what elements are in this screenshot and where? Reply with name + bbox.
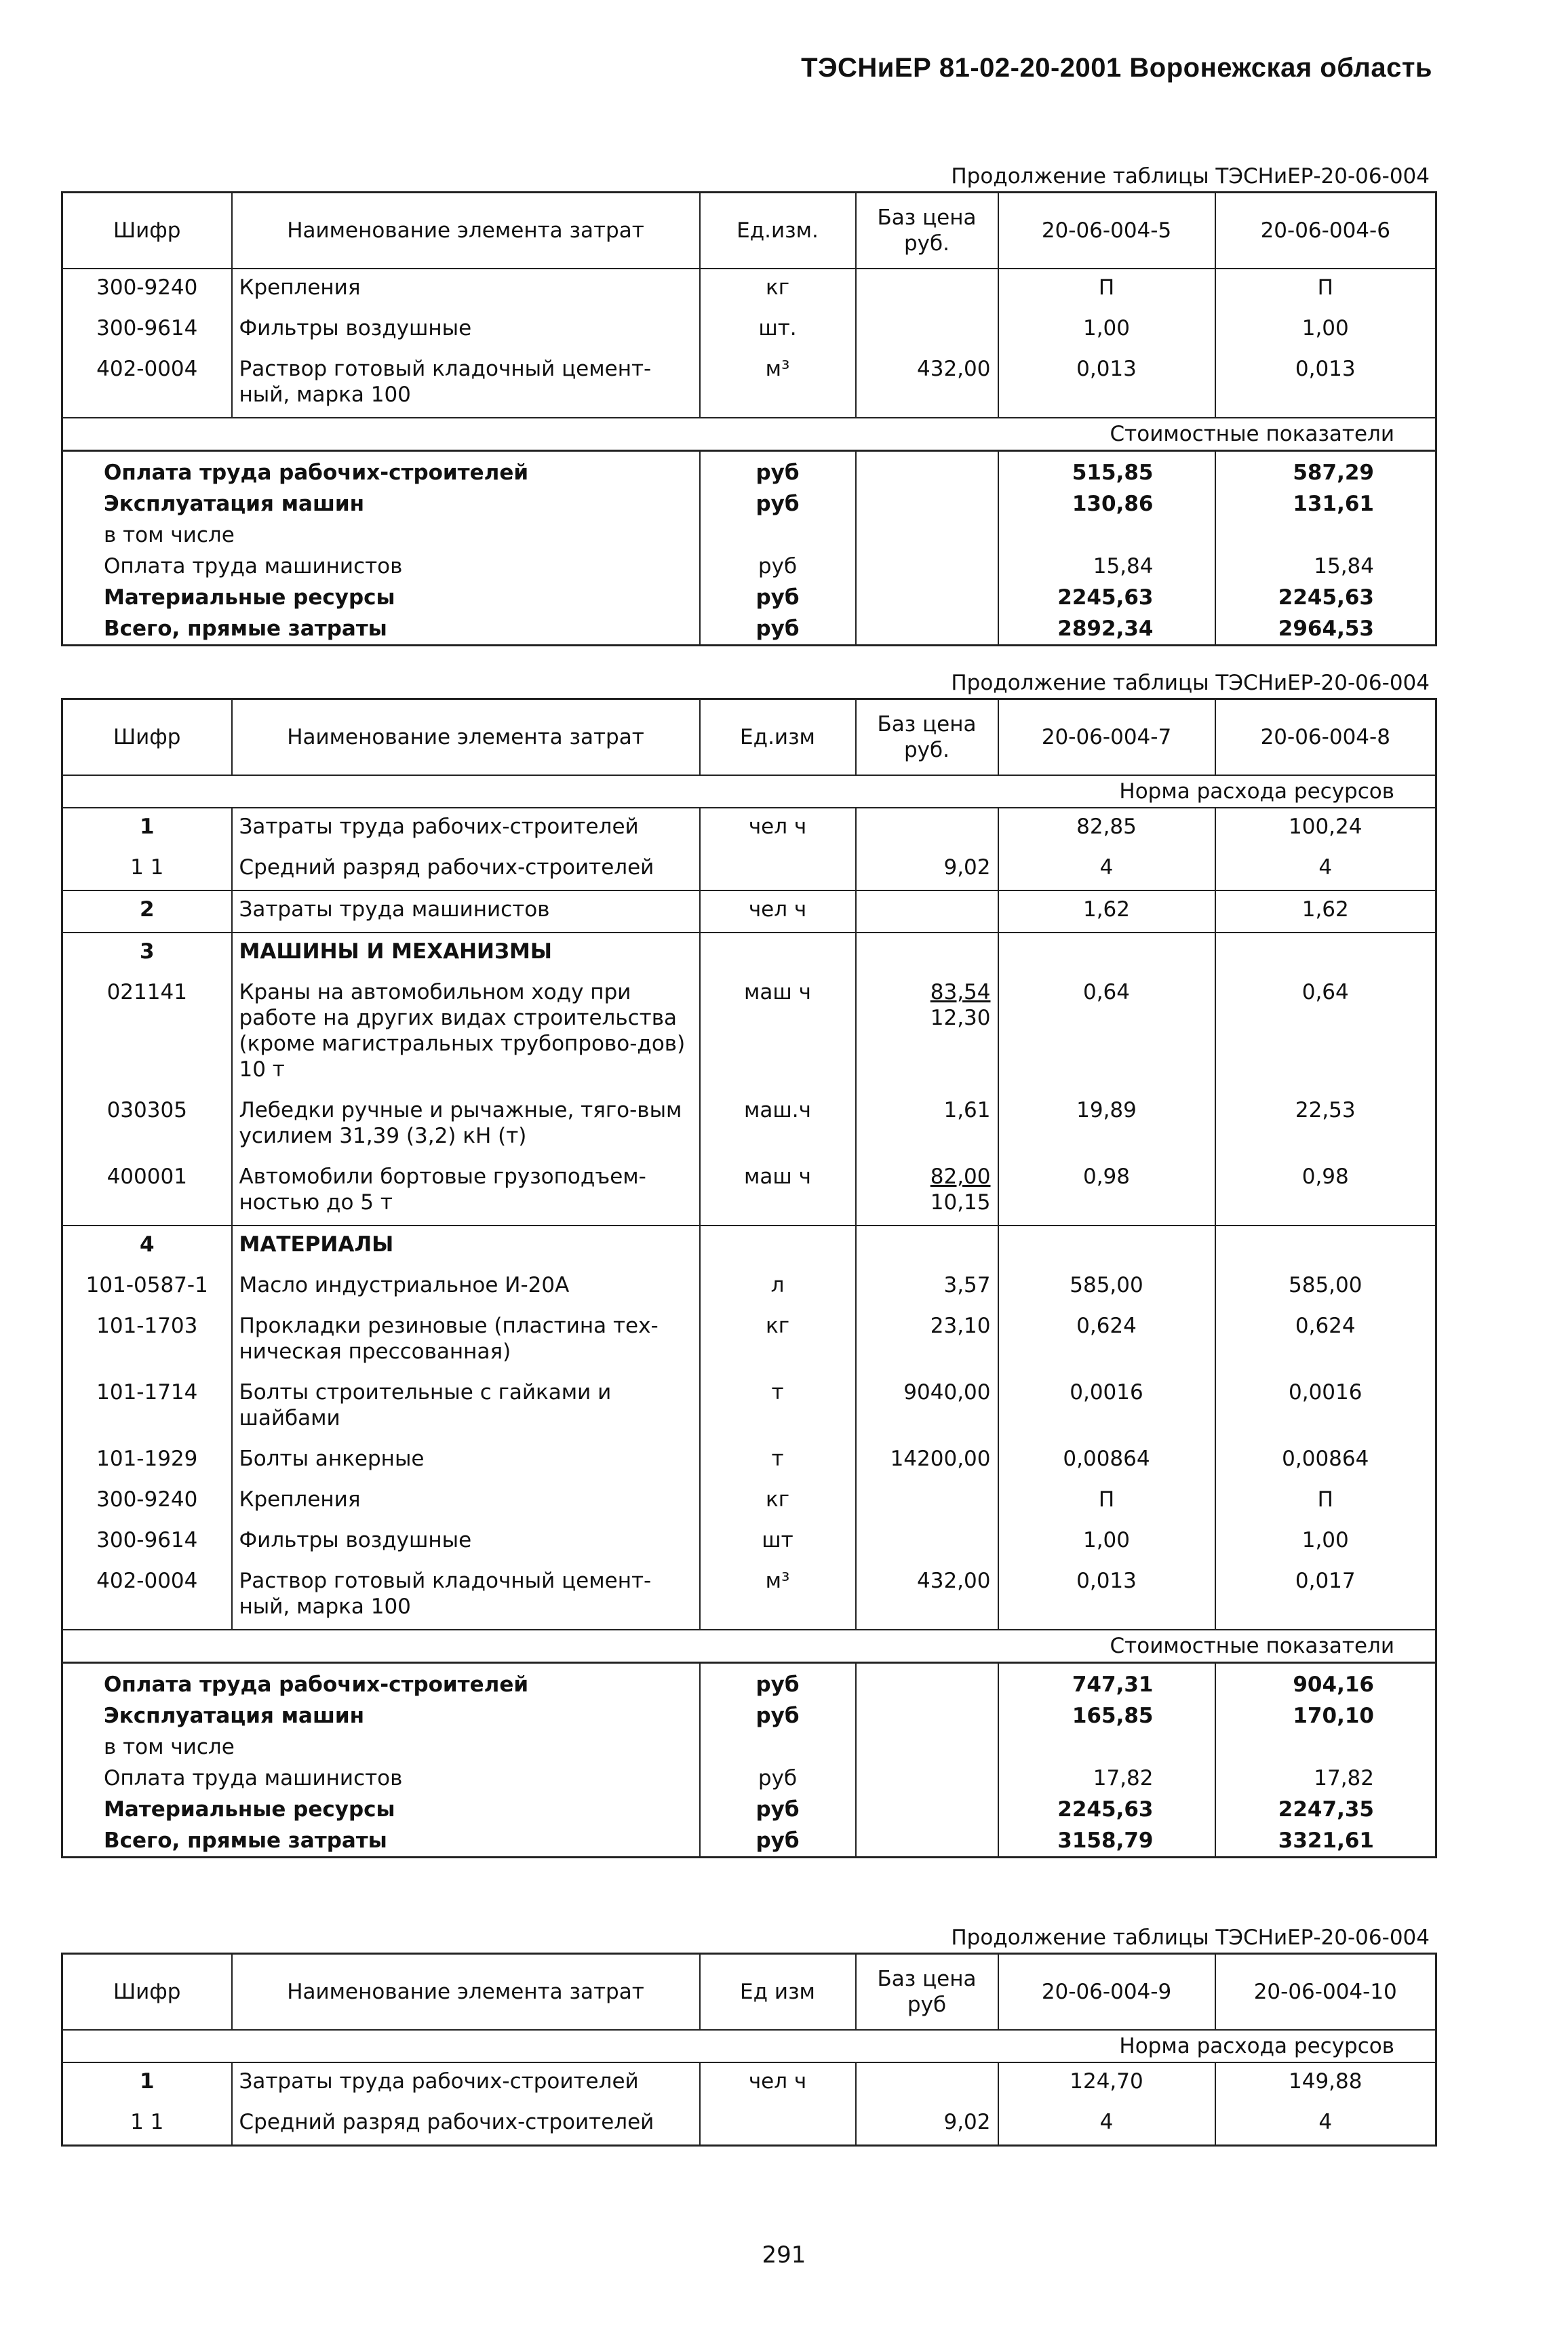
row-name: Болты строительные с гайками и шайбами xyxy=(232,1374,700,1441)
summary-value-col5: 515,85 xyxy=(998,451,1215,489)
row-price xyxy=(856,269,998,310)
summary-unit: руб xyxy=(700,1663,856,1701)
row-price xyxy=(856,1267,998,1308)
row-value-col6: 0,98 xyxy=(1301,1164,1349,1189)
summary-row xyxy=(62,551,1436,582)
document-header-title: ТЭСНиЕР 81-02-20-2001 Воронежская область xyxy=(801,53,1432,83)
row-name: Болты анкерные xyxy=(232,1441,700,1481)
row-price xyxy=(856,1481,998,1522)
row-value-col5: 0,00864 xyxy=(998,1441,1215,1481)
row-code: 1 xyxy=(62,808,232,849)
table-row xyxy=(62,1267,1436,1308)
norm-title: Норма расхода ресурсов xyxy=(62,775,1436,808)
summary-price-empty xyxy=(856,1825,998,1858)
row-value-col5: 0,98 xyxy=(998,1158,1215,1226)
table-row xyxy=(62,849,1436,890)
summary-value-col5: 2245,63 xyxy=(998,1794,1215,1825)
row-price xyxy=(856,1522,998,1563)
summary-value-col6: 904,16 xyxy=(1215,1663,1436,1701)
row-name: Раствор готовый кладочный цемент-ный, марка 100 xyxy=(232,1563,700,1630)
table-row xyxy=(62,1374,1436,1441)
row-code: 101-1929 xyxy=(62,1441,232,1481)
row-value-col5: 4 xyxy=(998,2104,1215,2146)
summary-row xyxy=(62,613,1436,646)
row-value-col5: 19,89 xyxy=(998,1092,1215,1158)
row-price-value: 23,10 xyxy=(930,1314,991,1338)
row-unit xyxy=(700,2104,856,2146)
summary-price-empty xyxy=(856,488,998,520)
row-unit: чел ч xyxy=(700,890,856,933)
resource-table xyxy=(61,191,1437,646)
row-name: Затраты труда рабочих-строителей xyxy=(232,2062,700,2104)
row-code: 2 xyxy=(62,890,232,933)
summary-label: Оплата труда машинистов xyxy=(62,1763,700,1794)
row-price-value: 82,00 xyxy=(930,1164,991,1189)
summary-value-col5: 15,84 xyxy=(998,551,1215,582)
row-value-col5: П xyxy=(998,269,1215,310)
row-price-value: 9040,00 xyxy=(903,1380,991,1405)
row-value-col6: 4 xyxy=(1318,2110,1333,2134)
summary-price-empty xyxy=(856,613,998,646)
row-code: 300-9240 xyxy=(62,1481,232,1522)
header-code: Шифр xyxy=(62,193,232,269)
row-name: Фильтры воздушные xyxy=(232,310,700,351)
row-name: Масло индустриальное И-20А xyxy=(232,1267,700,1308)
summary-row xyxy=(62,1663,1436,1701)
row-value-col6: 0,00864 xyxy=(1282,1447,1369,1471)
summary-value-col6: 2245,63 xyxy=(1278,585,1374,610)
row-code: 1 1 xyxy=(62,2104,232,2146)
summary-value-col6: 2247,35 xyxy=(1278,1797,1374,1822)
summary-label: Оплата труда рабочих-строителей xyxy=(62,451,700,489)
row-code: 300-9614 xyxy=(62,1522,232,1563)
row-code: 1 xyxy=(62,2062,232,2104)
row-unit xyxy=(700,1226,856,1267)
row-unit: чел ч xyxy=(700,2062,856,2104)
header-price: Баз цена руб. xyxy=(856,193,998,269)
summary-value-col6: 2964,53 xyxy=(1278,616,1374,641)
table-row xyxy=(62,310,1436,351)
summary-price-empty xyxy=(856,520,998,551)
summary-price-empty xyxy=(856,1663,998,1701)
summary-value-col6: 587,29 xyxy=(1215,451,1436,489)
row-code: 402-0004 xyxy=(62,1563,232,1630)
header-unit: Ед.изм. xyxy=(700,193,856,269)
summary-value-col5: 2245,63 xyxy=(998,582,1215,613)
summary-value-col6: 131,61 xyxy=(1293,492,1374,516)
row-value-col5: 1,00 xyxy=(998,1522,1215,1563)
summary-row xyxy=(62,488,1436,520)
row-price xyxy=(856,849,998,890)
row-name: Затраты труда рабочих-строителей xyxy=(232,808,700,849)
row-unit xyxy=(700,849,856,890)
row-price xyxy=(856,2104,998,2146)
norm-title-row xyxy=(62,2030,1436,2062)
header-col6: 20-06-004-6 xyxy=(1215,193,1436,269)
header-col5: 20-06-004-9 xyxy=(998,1954,1215,2031)
row-value-col5: 0,013 xyxy=(998,1563,1215,1630)
row-code: 101-0587-1 xyxy=(62,1267,232,1308)
summary-price-empty xyxy=(856,582,998,613)
table-caption: Продолжение таблицы ТЭСНиЕР-20-06-004 xyxy=(951,164,1430,189)
row-code: 1 1 xyxy=(62,849,232,890)
table-row xyxy=(62,890,1436,933)
row-unit: шт. xyxy=(700,310,856,351)
summary-unit: руб xyxy=(700,1794,856,1825)
row-value-col6 xyxy=(1215,1226,1436,1267)
summary-value-col5: 130,86 xyxy=(998,488,1215,520)
row-price xyxy=(856,2062,998,2104)
row-price-value: 1,61 xyxy=(943,1098,991,1122)
row-code: 400001 xyxy=(62,1158,232,1226)
summary-value-col5: 747,31 xyxy=(998,1663,1215,1701)
summary-unit: руб xyxy=(700,488,856,520)
summary-price-empty xyxy=(856,1794,998,1825)
table-caption: Продолжение таблицы ТЭСНиЕР-20-06-004 xyxy=(951,1925,1430,1950)
table-row xyxy=(62,1158,1436,1226)
row-name: Краны на автомобильном ходу при работе на других видах строительства (кроме магистральных трубопрово-дов) 10 т xyxy=(232,974,700,1092)
summary-unit: руб xyxy=(700,613,856,646)
row-unit: т xyxy=(700,1441,856,1481)
row-price xyxy=(856,890,998,933)
row-value-col6: 100,24 xyxy=(1289,815,1363,839)
row-name: Затраты труда машинистов xyxy=(232,890,700,933)
summary-value-col6 xyxy=(1215,1731,1436,1763)
header-name: Наименование элемента затрат xyxy=(232,699,700,776)
row-price-value: 14200,00 xyxy=(890,1447,991,1471)
row-value-col6: 22,53 xyxy=(1295,1098,1356,1122)
row-price xyxy=(856,1563,998,1630)
table-row xyxy=(62,974,1436,1092)
summary-price-empty xyxy=(856,451,998,489)
row-unit: маш.ч xyxy=(700,1092,856,1158)
summary-value-col5 xyxy=(998,520,1215,551)
summary-unit: руб xyxy=(700,1825,856,1858)
summary-title: Стоимостные показатели xyxy=(62,1630,1436,1663)
summary-label: Всего, прямые затраты xyxy=(62,1825,700,1858)
row-name: Раствор готовый кладочный цемент-ный, марка 100 xyxy=(232,351,700,418)
row-unit xyxy=(700,933,856,974)
row-value-col6: 4 xyxy=(1318,855,1333,880)
row-value-col6: 0,64 xyxy=(1301,980,1349,1004)
summary-unit: руб xyxy=(700,451,856,489)
row-price xyxy=(856,1441,998,1481)
row-price-value: 83,54 xyxy=(930,980,991,1004)
row-price xyxy=(856,310,998,351)
header-price: Баз цена руб. xyxy=(856,699,998,776)
summary-price-empty xyxy=(856,1731,998,1763)
row-price xyxy=(856,933,998,974)
row-price xyxy=(856,1226,998,1267)
row-price xyxy=(856,808,998,849)
resource-table xyxy=(61,1953,1437,2147)
summary-price-empty xyxy=(856,1700,998,1731)
row-value-col6: 0,0016 xyxy=(1289,1380,1363,1405)
table-row xyxy=(62,1563,1436,1630)
row-code: 030305 xyxy=(62,1092,232,1158)
summary-price-empty xyxy=(856,1763,998,1794)
summary-value-col5: 2892,34 xyxy=(998,613,1215,646)
table-header-row xyxy=(62,699,1436,776)
header-code: Шифр xyxy=(62,699,232,776)
header-name: Наименование элемента затрат xyxy=(232,1954,700,2031)
header-col6: 20-06-004-8 xyxy=(1215,699,1436,776)
table-row xyxy=(62,2104,1436,2146)
row-price xyxy=(856,974,998,1092)
row-name: Средний разряд рабочих-строителей xyxy=(232,2104,700,2146)
row-value-col6: 1,00 xyxy=(1301,1528,1349,1552)
summary-row xyxy=(62,520,1436,551)
table-row xyxy=(62,351,1436,418)
row-name: Прокладки резиновые (пластина тех-ническая прессованная) xyxy=(232,1308,700,1374)
row-value-col6 xyxy=(1215,933,1436,974)
row-value-col5 xyxy=(998,1226,1215,1267)
row-value-col6: 585,00 xyxy=(1289,1273,1363,1297)
row-unit: кг xyxy=(700,1308,856,1374)
summary-label: Материальные ресурсы xyxy=(62,582,700,613)
row-unit: кг xyxy=(700,269,856,310)
summary-row xyxy=(62,1700,1436,1731)
summary-title-row xyxy=(62,418,1436,451)
resource-table-block xyxy=(61,668,1435,1858)
row-unit: маш ч xyxy=(700,974,856,1092)
table-caption: Продолжение таблицы ТЭСНиЕР-20-06-004 xyxy=(951,671,1430,695)
row-value-col5: П xyxy=(998,1481,1215,1522)
row-price-value: 9,02 xyxy=(943,855,991,880)
summary-unit xyxy=(700,1731,856,1763)
summary-label: Оплата труда рабочих-строителей xyxy=(62,1663,700,1701)
row-price xyxy=(856,1092,998,1158)
resource-table xyxy=(61,698,1437,1858)
row-value-col5: 0,0016 xyxy=(998,1374,1215,1441)
header-col5: 20-06-004-7 xyxy=(998,699,1215,776)
summary-value-col5: 17,82 xyxy=(998,1763,1215,1794)
row-code: 402-0004 xyxy=(62,351,232,418)
summary-title-row xyxy=(62,1630,1436,1663)
row-unit: кг xyxy=(700,1481,856,1522)
header-code: Шифр xyxy=(62,1954,232,2031)
row-value-col6: П xyxy=(1317,275,1333,300)
table-row xyxy=(62,808,1436,849)
summary-row xyxy=(62,1825,1436,1858)
summary-unit: руб xyxy=(700,1700,856,1731)
table-header-row xyxy=(62,1954,1436,2031)
summary-value-col5 xyxy=(998,1731,1215,1763)
summary-row xyxy=(62,1794,1436,1825)
table-row xyxy=(62,1308,1436,1374)
row-price-value: 3,57 xyxy=(943,1273,991,1297)
row-name: Лебедки ручные и рычажные, тяго-вым усилием 31,39 (3,2) кН (т) xyxy=(232,1092,700,1158)
summary-value-col5: 165,85 xyxy=(998,1700,1215,1731)
summary-price-empty xyxy=(856,551,998,582)
row-value-col6: 0,017 xyxy=(1295,1569,1356,1593)
row-unit: м³ xyxy=(700,351,856,418)
header-unit: Ед изм xyxy=(700,1954,856,2031)
table-row xyxy=(62,2062,1436,2104)
row-unit: м³ xyxy=(700,1563,856,1630)
summary-value-col6: 3321,61 xyxy=(1278,1828,1374,1853)
summary-label: Эксплуатация машин xyxy=(62,1700,700,1731)
summary-value-col5: 3158,79 xyxy=(998,1825,1215,1858)
row-value-col5: 1,00 xyxy=(998,310,1215,351)
resource-table-block xyxy=(61,161,1435,646)
row-price-secondary: 12,30 xyxy=(930,1006,991,1030)
row-unit: л xyxy=(700,1267,856,1308)
table-row xyxy=(62,1522,1436,1563)
row-price xyxy=(856,1374,998,1441)
row-value-col5: 1,62 xyxy=(998,890,1215,933)
row-name: Средний разряд рабочих-строителей xyxy=(232,849,700,890)
row-value-col5: 82,85 xyxy=(998,808,1215,849)
page-number: 291 xyxy=(762,2241,806,2269)
row-name: МАШИНЫ И МЕХАНИЗМЫ xyxy=(232,933,700,974)
summary-value-col6: 170,10 xyxy=(1293,1704,1374,1728)
summary-label: Оплата труда машинистов xyxy=(62,551,700,582)
row-value-col5: 4 xyxy=(998,849,1215,890)
summary-row xyxy=(62,1731,1436,1763)
summary-label: в том числе xyxy=(62,520,700,551)
summary-row xyxy=(62,451,1436,489)
row-value-col6: 149,88 xyxy=(1289,2069,1363,2094)
row-value-col5: 0,64 xyxy=(998,974,1215,1092)
summary-title: Стоимостные показатели xyxy=(62,418,1436,451)
header-col5: 20-06-004-5 xyxy=(998,193,1215,269)
row-name: Фильтры воздушные xyxy=(232,1522,700,1563)
row-code: 101-1714 xyxy=(62,1374,232,1441)
table-row xyxy=(62,1441,1436,1481)
summary-value-col6 xyxy=(1215,520,1436,551)
row-value-col6: 0,013 xyxy=(1295,357,1356,381)
row-price xyxy=(856,1308,998,1374)
header-name: Наименование элемента затрат xyxy=(232,193,700,269)
norm-title-row xyxy=(62,775,1436,808)
header-price: Баз цена руб xyxy=(856,1954,998,2031)
row-value-col6: 1,00 xyxy=(1301,316,1349,340)
row-unit: маш ч xyxy=(700,1158,856,1226)
row-price-value: 432,00 xyxy=(917,1569,991,1593)
summary-label: Всего, прямые затраты xyxy=(62,613,700,646)
header-unit: Ед.изм xyxy=(700,699,856,776)
table-header-row xyxy=(62,193,1436,269)
row-value-col6: П xyxy=(1317,1487,1333,1512)
table-row xyxy=(62,933,1436,974)
summary-value-col6: 17,82 xyxy=(1314,1766,1374,1790)
row-value-col5: 0,624 xyxy=(998,1308,1215,1374)
row-price xyxy=(856,1158,998,1226)
summary-unit: руб xyxy=(700,1763,856,1794)
summary-label: Эксплуатация машин xyxy=(62,488,700,520)
row-code: 4 xyxy=(62,1226,232,1267)
summary-row xyxy=(62,582,1436,613)
summary-unit: руб xyxy=(700,551,856,582)
summary-label: Материальные ресурсы xyxy=(62,1794,700,1825)
table-row xyxy=(62,1092,1436,1158)
table-row xyxy=(62,1226,1436,1267)
row-value-col5 xyxy=(998,933,1215,974)
row-name: Автомобили бортовые грузоподъем-ностью до 5 т xyxy=(232,1158,700,1226)
row-code: 021141 xyxy=(62,974,232,1092)
row-unit: т xyxy=(700,1374,856,1441)
row-value-col5: 0,013 xyxy=(998,351,1215,418)
row-price-secondary: 10,15 xyxy=(930,1190,991,1215)
summary-row xyxy=(62,1763,1436,1794)
summary-unit xyxy=(700,520,856,551)
row-code: 3 xyxy=(62,933,232,974)
row-value-col5: 585,00 xyxy=(998,1267,1215,1308)
resource-table-block xyxy=(61,1923,1435,2147)
row-name: Крепления xyxy=(232,269,700,310)
header-col6: 20-06-004-10 xyxy=(1215,1954,1436,2031)
summary-unit: руб xyxy=(700,582,856,613)
row-price-value: 432,00 xyxy=(917,357,991,381)
row-value-col6: 1,62 xyxy=(1215,890,1436,933)
norm-title: Норма расхода ресурсов xyxy=(62,2030,1436,2062)
row-price xyxy=(856,351,998,418)
table-row xyxy=(62,1481,1436,1522)
summary-value-col6: 15,84 xyxy=(1314,554,1374,579)
row-value-col6: 0,624 xyxy=(1295,1314,1356,1338)
table-row xyxy=(62,269,1436,310)
row-value-col5: 124,70 xyxy=(998,2062,1215,2104)
row-code: 300-9240 xyxy=(62,269,232,310)
summary-label: в том числе xyxy=(62,1731,700,1763)
row-name: МАТЕРИАЛЫ xyxy=(232,1226,700,1267)
row-code: 300-9614 xyxy=(62,310,232,351)
row-code: 101-1703 xyxy=(62,1308,232,1374)
row-name: Крепления xyxy=(232,1481,700,1522)
row-unit: шт xyxy=(700,1522,856,1563)
row-price-value: 9,02 xyxy=(943,2110,991,2134)
row-unit: чел ч xyxy=(700,808,856,849)
